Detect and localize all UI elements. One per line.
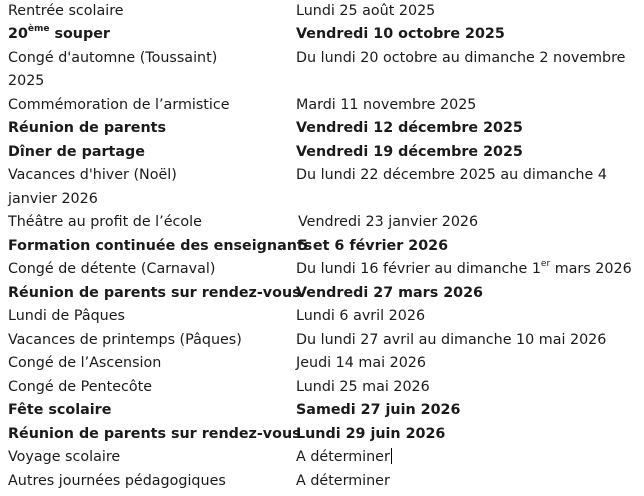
event-date-text: mars 2026 xyxy=(550,261,632,277)
event-name: Congé de Pentecôte xyxy=(8,379,153,395)
event-date: Vendredi 12 décembre 2025 xyxy=(296,120,523,136)
calendar-row xyxy=(0,399,644,422)
calendar-row xyxy=(0,141,644,164)
event-date: Mardi 11 novembre 2025 xyxy=(296,97,477,113)
calendar-row xyxy=(0,23,644,46)
event-name: Réunion de parents sur rendez-vous xyxy=(8,285,301,301)
event-name: Vacances d'hiver (Noël) xyxy=(8,167,177,183)
calendar-row xyxy=(0,352,644,375)
event-date: Samedi 27 juin 2026 xyxy=(296,402,461,418)
event-date: Vendredi 23 janvier 2026 xyxy=(298,214,479,230)
calendar-row xyxy=(0,235,644,258)
calendar-row xyxy=(0,305,644,328)
calendar-row xyxy=(0,329,644,352)
event-date-text: Du lundi 16 février au dimanche 1 xyxy=(296,261,541,277)
event-name-continuation: 2025 xyxy=(8,73,45,89)
event-name: Dîner de partage xyxy=(8,144,145,160)
event-date xyxy=(296,446,392,469)
event-name: Congé de l’Ascension xyxy=(8,355,162,371)
calendar-row xyxy=(0,282,644,305)
event-date: Vendredi 10 octobre 2025 xyxy=(296,26,505,42)
event-name: Autres journées pédagogiques xyxy=(8,473,226,489)
event-name xyxy=(8,23,110,46)
event-name: Rentrée scolaire xyxy=(8,3,124,19)
calendar-row xyxy=(0,47,644,70)
event-name: Réunion de parents sur rendez-vous xyxy=(8,426,301,442)
calendar-row-continuation xyxy=(0,70,644,93)
event-name: Voyage scolaire xyxy=(8,449,121,465)
calendar-row-continuation xyxy=(0,188,644,211)
event-name: Théâtre au profit de l’école xyxy=(8,214,202,230)
calendar-row xyxy=(0,258,644,281)
calendar-row xyxy=(0,94,644,117)
event-date: Lundi 25 mai 2026 xyxy=(296,379,430,395)
event-date: Lundi 6 avril 2026 xyxy=(296,308,426,324)
event-date: Vendredi 27 mars 2026 xyxy=(296,285,483,301)
event-date: Du lundi 27 avril au dimanche 10 mai 2026 xyxy=(296,332,607,348)
event-name: Fête scolaire xyxy=(8,402,112,418)
text-cursor xyxy=(391,448,392,464)
event-date: Lundi 25 août 2025 xyxy=(296,3,436,19)
event-name-text: souper xyxy=(49,26,110,42)
event-date: 5 et 6 février 2026 xyxy=(298,238,449,254)
calendar-row xyxy=(0,376,644,399)
event-date xyxy=(296,258,632,281)
calendar-row xyxy=(0,0,644,23)
calendar-row xyxy=(0,423,644,446)
event-name-continuation: janvier 2026 xyxy=(8,191,98,207)
calendar-row xyxy=(0,164,644,187)
event-date-superscript: er xyxy=(540,259,551,270)
event-name: Congé de détente (Carnaval) xyxy=(8,261,216,277)
event-date: Vendredi 19 décembre 2025 xyxy=(296,144,523,160)
event-name-number: 20 xyxy=(8,26,28,42)
calendar-row xyxy=(0,211,644,234)
event-name: Lundi de Pâques xyxy=(8,308,125,324)
calendar-row xyxy=(0,446,644,469)
event-date: Du lundi 22 décembre 2025 au dimanche 4 xyxy=(296,167,607,183)
calendar-row xyxy=(0,470,644,493)
calendar-row xyxy=(0,117,644,140)
event-name: Réunion de parents xyxy=(8,120,166,136)
event-date: Du lundi 20 octobre au dimanche 2 novembre xyxy=(296,50,626,66)
event-name: Congé d'automne (Toussaint) xyxy=(8,50,218,66)
event-name-superscript: ème xyxy=(27,24,50,35)
event-name: Commémoration de l’armistice xyxy=(8,97,230,113)
event-name: Formation continuée des enseignants xyxy=(8,238,313,254)
event-date: A déterminer xyxy=(296,473,390,489)
event-name: Vacances de printemps (Pâques) xyxy=(8,332,242,348)
event-date: Lundi 29 juin 2026 xyxy=(296,426,446,442)
event-date-text: A déterminer xyxy=(296,449,390,465)
event-date: Jeudi 14 mai 2026 xyxy=(296,355,426,371)
